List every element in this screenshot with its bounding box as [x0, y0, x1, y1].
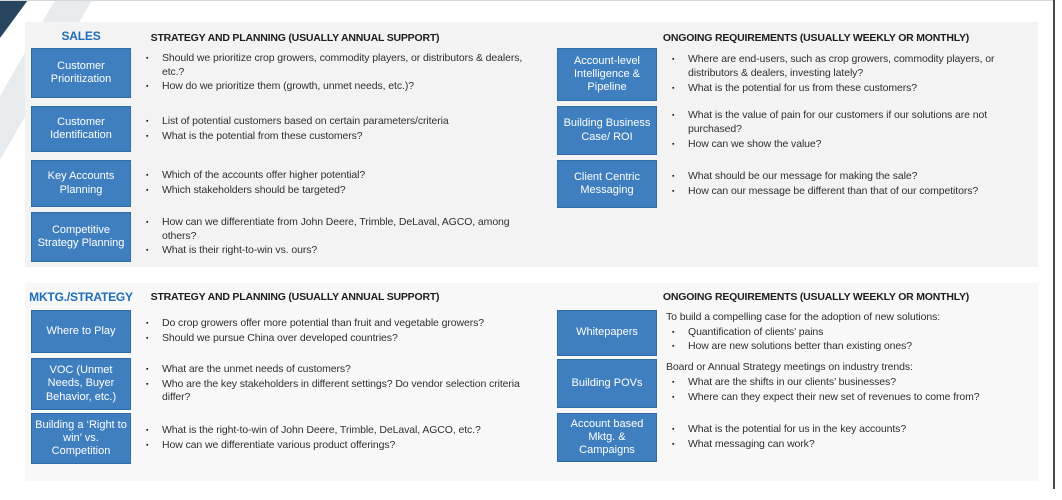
bullet-square-icon: ▪ [146, 320, 149, 328]
bullet-square-icon: ▪ [146, 132, 149, 140]
topic-row [31, 106, 540, 152]
bullet-square-icon: ▪ [672, 379, 675, 387]
bullet-item [140, 424, 540, 438]
topic-row [557, 413, 1036, 462]
bullet-item [140, 244, 540, 258]
mktg-strategy-planning-header: STRATEGY AND PLANNING (USUALLY ANNUAL SUPPORT) [150, 291, 440, 303]
bullet-list [140, 316, 540, 347]
bullet-square-icon: ▪ [672, 328, 675, 336]
mktg-strategy-column [31, 310, 540, 464]
bullet-item [666, 138, 1036, 152]
bullet-item [666, 391, 1036, 405]
bullet-list [140, 362, 540, 407]
topic-row [557, 160, 1036, 208]
bullet-item [140, 130, 540, 144]
bullet-item [140, 169, 540, 183]
bullet-item [666, 109, 1036, 137]
bullet-square-icon: ▪ [146, 427, 149, 435]
bullet-text: Should we prioritize crop growers, commodity players, or distributors & dealers, etc.? [162, 51, 523, 78]
box-voc-unmet-needs: VOC (Unmet Needs, Buyer Behavior, etc.) [31, 358, 131, 410]
box-account-based-mktg-campaigns: Account based Mktg. & Campaigns [557, 413, 657, 462]
bullet-item [666, 185, 1036, 199]
bullet-item [666, 376, 1036, 390]
bullet-text: What is the value of pain for our customers if our solutions are not purchased? [688, 109, 988, 136]
bullet-text: Which of the accounts offer higher potential? [162, 169, 366, 182]
mktg-ongoing-column [557, 310, 1036, 462]
bullet-list [666, 108, 1036, 153]
bullet-text: How can we differentiate various product offerings? [162, 439, 396, 451]
slide-top-edge [0, 0, 1054, 1]
box-account-level-intelligence-pipeline: Account-level Intelligence & Pipeline [557, 48, 657, 101]
bullet-square-icon: ▪ [146, 247, 149, 255]
bullet-text: What are the shifts in our clients’ businesses? [688, 376, 896, 389]
topic-row [31, 212, 540, 262]
bullet-text: How do we prioritize them (growth, unmet needs, etc.)? [162, 80, 414, 93]
mktg-section-label: MKTG./STRATEGY [29, 290, 133, 304]
box-building-povs: Building POVs [557, 359, 657, 408]
bullet-square-icon: ▪ [672, 56, 675, 64]
bullet-item [666, 340, 1036, 354]
bullet-square-icon: ▪ [672, 140, 675, 148]
bullet-item [666, 423, 1036, 437]
bullet-text: What should be our message for making the sale? [688, 169, 918, 182]
bullet-item [140, 439, 540, 453]
bullet-square-icon: ▪ [146, 83, 149, 91]
bullet-item [140, 80, 540, 94]
topic-row [31, 413, 540, 464]
bullet-text: Where can they expect their new set of revenues to come from? [688, 390, 980, 403]
bullet-text: Quantification of clients’ pains [688, 325, 824, 338]
topic-row [31, 358, 540, 410]
intro-text: Board or Annual Strategy meetings on industry trends: [666, 361, 913, 374]
bullet-list [666, 361, 1036, 406]
bullet-text: List of potential customers based on certain parameters/criteria [162, 114, 449, 127]
box-where-to-play: Where to Play [31, 310, 131, 353]
bullet-square-icon: ▪ [672, 343, 675, 351]
bullet-text: How can our message be different than that of our competitors? [688, 184, 979, 197]
box-building-right-to-win: Building a ‘Right to win’ vs. Competition [31, 413, 131, 464]
bullet-square-icon: ▪ [672, 112, 675, 120]
bullet-text: Which stakeholders should be targeted? [162, 184, 346, 196]
bullet-square-icon: ▪ [672, 187, 675, 195]
bullet-item [140, 378, 540, 406]
bullet-square-icon: ▪ [146, 380, 149, 388]
bullet-square-icon: ▪ [146, 54, 149, 62]
bullet-square-icon: ▪ [672, 172, 675, 180]
topic-row [557, 106, 1036, 155]
sales-section-label: SALES [61, 29, 101, 43]
box-building-business-case-roi: Building Business Case/ ROI [557, 106, 657, 155]
box-whitepapers: Whitepapers [557, 310, 657, 356]
bullet-item [140, 216, 540, 244]
topic-row [557, 359, 1036, 408]
bullet-text: Should we pursue China over developed countries? [162, 332, 398, 344]
bullet-item [140, 184, 540, 198]
box-key-accounts-planning: Key Accounts Planning [31, 160, 131, 207]
bullet-item [666, 53, 1036, 81]
box-competitive-strategy-planning: Competitive Strategy Planning [31, 212, 131, 262]
bullet-list [666, 311, 1036, 356]
bullet-text: What is the right-to-win of John Deere, Trimble, DeLaval, AGCO, etc.? [162, 424, 481, 437]
bullet-text: What is their right-to-win vs. ours? [162, 244, 318, 257]
slide-right-edge [1053, 0, 1055, 489]
bullet-square-icon: ▪ [146, 117, 149, 125]
sales-strategy-planning-header: STRATEGY AND PLANNING (USUALLY ANNUAL SUPPORT) [150, 32, 440, 44]
bullet-text: What is the potential from these customers? [162, 129, 363, 142]
bullet-square-icon: ▪ [146, 187, 149, 194]
bullet-item [140, 363, 540, 377]
sales-strategy-column [31, 48, 540, 262]
bullet-square-icon: ▪ [672, 84, 675, 92]
bullet-list [140, 168, 540, 199]
bullet-text: Where are end-users, such as crop growers, commodity players, or distributors & dealers, investing lately? [688, 53, 995, 80]
bullet-item [140, 52, 540, 80]
bullet-item [140, 332, 540, 346]
bullet-list [140, 51, 540, 96]
bullet-list [666, 52, 1036, 97]
bullet-text: What is the potential for us from these customers? [688, 81, 918, 94]
bullet-square-icon: ▪ [672, 441, 675, 448]
topic-row [557, 48, 1036, 101]
bullet-square-icon: ▪ [672, 393, 675, 401]
mktg-ongoing-requirements-header: ONGOING REQUIREMENTS (USUALLY WEEKLY OR MONTHLY) [662, 291, 970, 303]
bullet-text: What is the potential for us in the key accounts? [688, 423, 907, 436]
bullet-item [140, 317, 540, 331]
bullet-item [666, 170, 1036, 184]
bullet-square-icon: ▪ [146, 172, 149, 180]
bullet-square-icon: ▪ [146, 218, 149, 226]
bullet-square-icon: ▪ [146, 365, 149, 373]
bullet-list [140, 114, 540, 145]
bullet-text: How can we show the value? [688, 137, 822, 150]
bullet-list [666, 169, 1036, 200]
bullet-square-icon: ▪ [146, 335, 149, 342]
sales-ongoing-column [557, 48, 1036, 208]
box-customer-identification: Customer Identification [31, 106, 131, 152]
bullet-text: Who are the key stakeholders in different settings? Do vendor selection criteria differ? [162, 377, 520, 404]
bullet-list [140, 215, 540, 260]
bullet-text: How are new solutions better than existing ones? [688, 340, 913, 353]
sales-ongoing-requirements-header: ONGOING REQUIREMENTS (USUALLY WEEKLY OR MONTHLY) [662, 32, 970, 44]
bullet-item [666, 82, 1036, 96]
intro-text: To build a compelling case for the adoption of new solutions: [666, 310, 941, 323]
topic-row [31, 160, 540, 207]
topic-row [31, 310, 540, 353]
bullet-square-icon: ▪ [672, 426, 675, 434]
topic-row [31, 48, 540, 98]
bullet-item [666, 438, 1036, 452]
bullet-item [666, 326, 1036, 340]
bullet-list [140, 423, 540, 454]
box-customer-prioritization: Customer Prioritization [31, 48, 131, 98]
bullet-text: Do crop growers offer more potential than fruit and vegetable growers? [162, 317, 484, 330]
bullet-text: What messaging can work? [688, 438, 815, 450]
bullet-text: How can we differentiate from John Deere, Trimble, DeLaval, AGCO, among others? [162, 215, 510, 242]
topic-row [557, 310, 1036, 356]
bullet-text: What are the unmet needs of customers? [162, 362, 351, 375]
bullet-square-icon: ▪ [146, 442, 149, 449]
bullet-item [140, 115, 540, 129]
box-client-centric-messaging: Client Centric Messaging [557, 160, 657, 208]
bullet-list [666, 422, 1036, 453]
